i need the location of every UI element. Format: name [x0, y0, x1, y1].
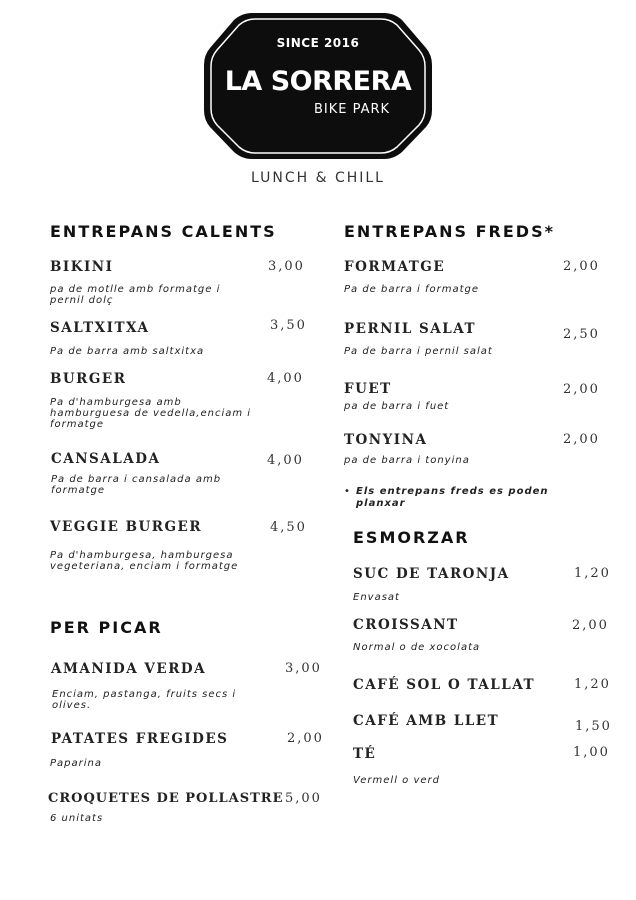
- menu-item-desc: pa de barra i fuet: [344, 401, 450, 412]
- menu-item-name: VEGGIE BURGER: [50, 519, 203, 535]
- menu-item-desc: pa de motlle amb formatge i pernil dolç: [50, 284, 221, 306]
- menu-item-desc: Pa de barra amb saltxitxa: [50, 346, 205, 357]
- menu-item-price: 2,00: [563, 259, 600, 274]
- logo-subtitle: BIKE PARK: [314, 102, 391, 117]
- menu-item-name: CANSALADA: [51, 451, 161, 467]
- menu-item-desc: Pa d'hamburgesa amb hamburguesa de vedella,enciam i formatge: [50, 397, 252, 430]
- menu-item-name: AMANIDA VERDA: [51, 661, 207, 677]
- menu-item-name: FORMATGE: [344, 259, 446, 275]
- menu-item-desc: Vermell o verd: [353, 775, 440, 786]
- menu-item-name: CROISSANT: [353, 617, 459, 633]
- logo-name: LA SORRERA: [224, 66, 412, 97]
- menu-item-name: PERNIL SALAT: [344, 321, 477, 337]
- menu-item-desc: Pa de barra i formatge: [344, 284, 480, 295]
- menu-item-price: 3,50: [270, 318, 307, 333]
- menu-item-price: 4,00: [267, 453, 304, 468]
- section-title-freds: ENTREPANS FREDS*: [344, 222, 555, 241]
- menu-item-name: FUET: [344, 381, 392, 397]
- menu-item-price: 1,00: [573, 745, 610, 760]
- bullet-icon: •: [344, 486, 350, 497]
- menu-item-price: 1,20: [574, 677, 611, 692]
- menu-item-price: 4,00: [267, 371, 304, 386]
- menu-item-name: BIKINI: [50, 259, 114, 275]
- section-title-esmorzar: ESMORZAR: [353, 528, 470, 547]
- menu-item-price: 2,50: [563, 327, 600, 342]
- menu-item-name: CAFÉ AMB LLET: [353, 713, 500, 729]
- menu-item-desc: pa de barra i tonyina: [344, 455, 470, 466]
- menu-item-name: TONYINA: [344, 432, 428, 448]
- menu-item-desc: Paparina: [50, 758, 102, 769]
- menu-item-name: PATATES FREGIDES: [51, 731, 229, 747]
- menu-item-desc: Pa d'hamburgesa, hamburgesa vegeteriana, enciam i formatge: [50, 550, 239, 572]
- menu-item-name: CROQUETES DE POLLASTRE: [48, 791, 284, 806]
- freds-note: Els entrepans freds es poden planxar: [356, 486, 549, 509]
- menu-item-name: CAFÉ SOL O TALLAT: [353, 677, 536, 693]
- menu-item-price: 2,00: [287, 731, 324, 746]
- menu-item-desc: Envasat: [353, 592, 400, 603]
- menu-item-price: 4,50: [270, 520, 307, 535]
- section-title-calents: ENTREPANS CALENTS: [50, 222, 277, 241]
- menu-item-desc: Enciam, pastanga, fruits secs i olives.: [52, 689, 237, 711]
- menu-item-desc: Pa de barra i pernil salat: [344, 346, 493, 357]
- menu-item-price: 2,00: [572, 618, 609, 633]
- menu-item-price: 3,00: [285, 661, 322, 676]
- menu-item-name: BURGER: [50, 371, 127, 387]
- logo-since: SINCE 2016: [276, 36, 360, 50]
- menu-item-name: SALTXITXA: [50, 320, 150, 336]
- menu-item-price: 3,00: [268, 259, 305, 274]
- tagline: LUNCH & CHILL: [251, 170, 385, 186]
- menu-item-name: SUC DE TARONJA: [353, 566, 510, 582]
- menu-item-desc: 6 unitats: [50, 813, 104, 824]
- menu-item-price: 2,00: [563, 432, 600, 447]
- menu-item-price: 1,50: [575, 719, 612, 734]
- menu-item-name: TÉ: [353, 746, 377, 762]
- menu-item-price: 2,00: [563, 382, 600, 397]
- menu-item-price: 1,20: [574, 566, 611, 581]
- section-title-picar: PER PICAR: [50, 618, 163, 637]
- logo: [204, 10, 432, 160]
- menu-item-price: 5,00: [285, 791, 322, 806]
- menu-item-desc: Normal o de xocolata: [353, 642, 481, 653]
- menu-item-desc: Pa de barra i cansalada amb formatge: [51, 474, 222, 496]
